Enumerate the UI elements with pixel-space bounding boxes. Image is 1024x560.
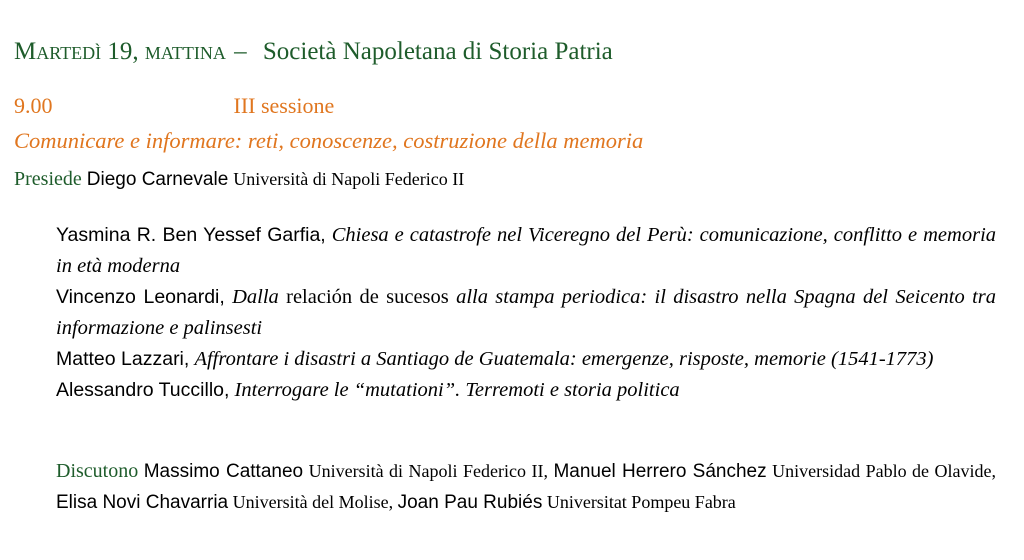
talk-item	[56, 220, 996, 282]
talk-title-term: relación de sucesos	[286, 286, 449, 308]
talk-title: Affrontare i disastri a Santiago de Guatemala: emergenze, risposte, memorie (1541-1773)	[194, 348, 934, 370]
day-header	[14, 38, 613, 66]
talk-title: Interrogare le “mutationi”. Terremoti e storia politica	[234, 379, 680, 401]
discussant-name: Elisa Novi Chavarria	[56, 492, 229, 513]
chair-line	[14, 168, 464, 191]
talk-item	[56, 282, 996, 344]
session-row	[14, 93, 334, 119]
venue: Società Napoletana di Storia Patria	[262, 38, 613, 65]
talk-author: Yasmina R. Ben Yessef Garfia,	[56, 224, 326, 246]
discussant-name: Massimo Cattaneo	[143, 461, 304, 482]
chair-name: Diego Carnevale	[86, 169, 229, 190]
talk-item	[56, 375, 996, 406]
discussants	[56, 456, 996, 518]
discussants-label: Discutono	[56, 460, 139, 482]
header-dash: –	[234, 38, 247, 65]
talk-title-part: Dalla	[232, 286, 279, 308]
chair-label: Presiede	[14, 168, 82, 190]
talk-title: Chiesa e catastrofe nel Viceregno del Perù: comunicazione, conflitto e memoria in età moderna	[56, 224, 997, 277]
session-time: 9.00	[14, 93, 53, 118]
session-label: III sessione	[233, 93, 335, 118]
day-label: Martedì 19, mattina	[14, 38, 226, 65]
chair-affiliation: Università di Napoli Federico II	[233, 169, 465, 189]
discussant-affiliation: Università di Napoli Federico II,	[308, 461, 548, 481]
talk-author: Vincenzo Leonardi,	[56, 286, 225, 308]
talk-author: Matteo Lazzari,	[56, 348, 190, 370]
session-theme: Comunicare e informare: reti, conoscenze, costruzione della memoria	[14, 128, 644, 153]
discussant-name: Manuel Herrero Sánchez	[553, 461, 767, 482]
talk-title-part: alla stampa periodica: il disastro nella Spagna del Seicento tra informazione e palinsesti	[56, 286, 996, 339]
talk-author: Alessandro Tuccillo,	[56, 379, 230, 401]
discussant-affiliation: Università del Molise,	[232, 492, 394, 512]
discussant-affiliation: Universidad Pablo de Olavide,	[772, 461, 997, 481]
talk-item	[56, 344, 996, 375]
discussant-affiliation: Universitat Pompeu Fabra	[546, 492, 736, 512]
discussant-name: Joan Pau Rubiés	[397, 492, 543, 513]
talk-list	[56, 220, 996, 406]
